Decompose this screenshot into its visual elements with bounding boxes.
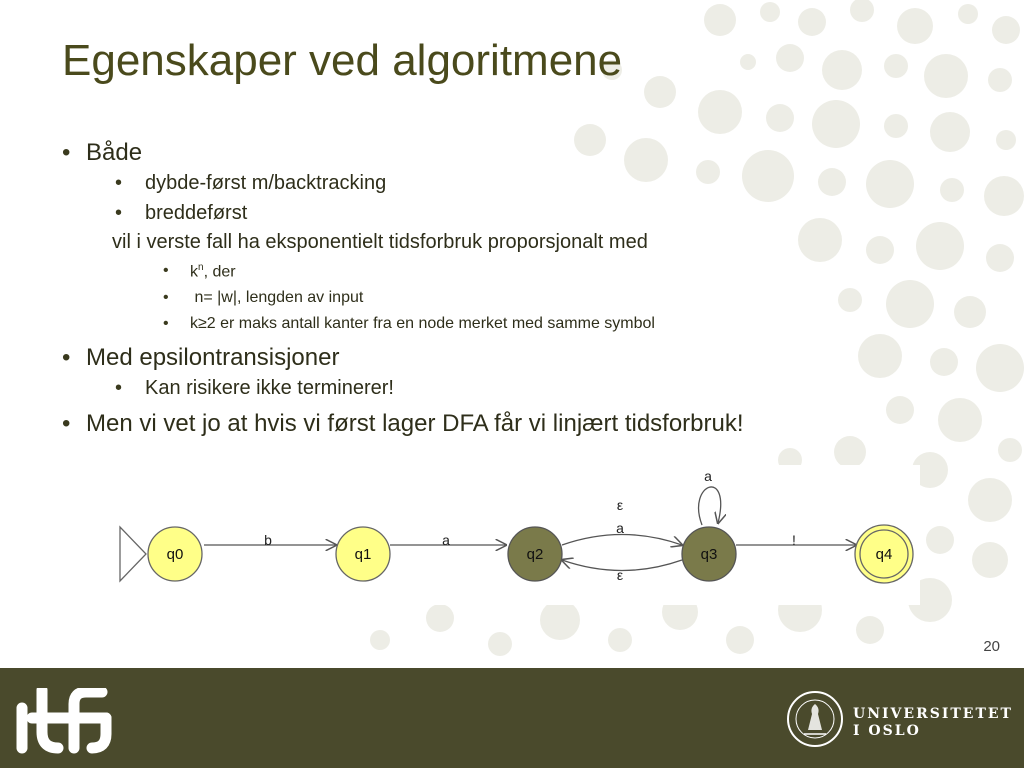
state-label: q4 [875,546,893,563]
bullet-item: dybde-først m/backtracking [145,172,387,194]
bullet-paragraph: vil i verste fall ha eksponentielt tidsforbruk proporsjonalt med [112,231,648,253]
state-label: q0 [166,546,184,563]
state-label: q1 [354,546,372,563]
university-seal-icon [786,690,844,748]
bullet-dot: • [115,377,123,399]
bullet-item: breddeførst [145,202,248,224]
diagram-background [108,465,920,605]
bullet-dot: • [115,202,123,224]
university-name [853,706,1013,740]
bullet-dot: • [115,172,123,194]
university-name-line2: I OSLO [853,723,921,739]
kn-base: k [190,263,198,281]
edge-label: b [264,532,272,548]
bullet-item: Men vi vet jo at hvis vi først lager DFA får vi linjært tidsforbruk! [86,410,744,437]
bullet-dot: • [163,262,169,279]
edge-label: ε [616,497,624,513]
edge-label: ε [616,567,624,583]
edge-label: a [616,520,624,536]
edge-label: a [704,468,712,484]
state-label: q2 [526,546,544,563]
bullet-item: n= |w|, lengden av input [190,289,364,306]
nfa-diagram [108,465,920,605]
bullet-item: Kan risikere ikke terminerer! [145,377,394,399]
bullet-item: Både [86,139,143,166]
bullet-item: Med epsilontransisjoner [86,344,340,371]
bullet-item: k≥2 er maks antall kanter fra en node merket med samme symbol [190,315,655,332]
bullet-dot: • [62,410,71,437]
kn-superscript: n [198,262,204,273]
state-label: q3 [700,546,718,563]
edge-label: ! [792,532,796,548]
kn-rest: , der [203,263,236,281]
bullet-dot: • [163,289,169,306]
page-number: 20 [983,638,1000,655]
bullet-dot: • [62,139,71,166]
bullet-dot: • [163,315,169,332]
edge-label: a [442,532,450,548]
university-name-line1: UNIVERSITETET [853,706,1013,722]
slide-title: Egenskaper ved algoritmene [62,36,623,85]
bullet-item-kn [190,262,236,281]
ifi-logo-icon [14,688,114,754]
bullet-dot: • [62,344,71,371]
